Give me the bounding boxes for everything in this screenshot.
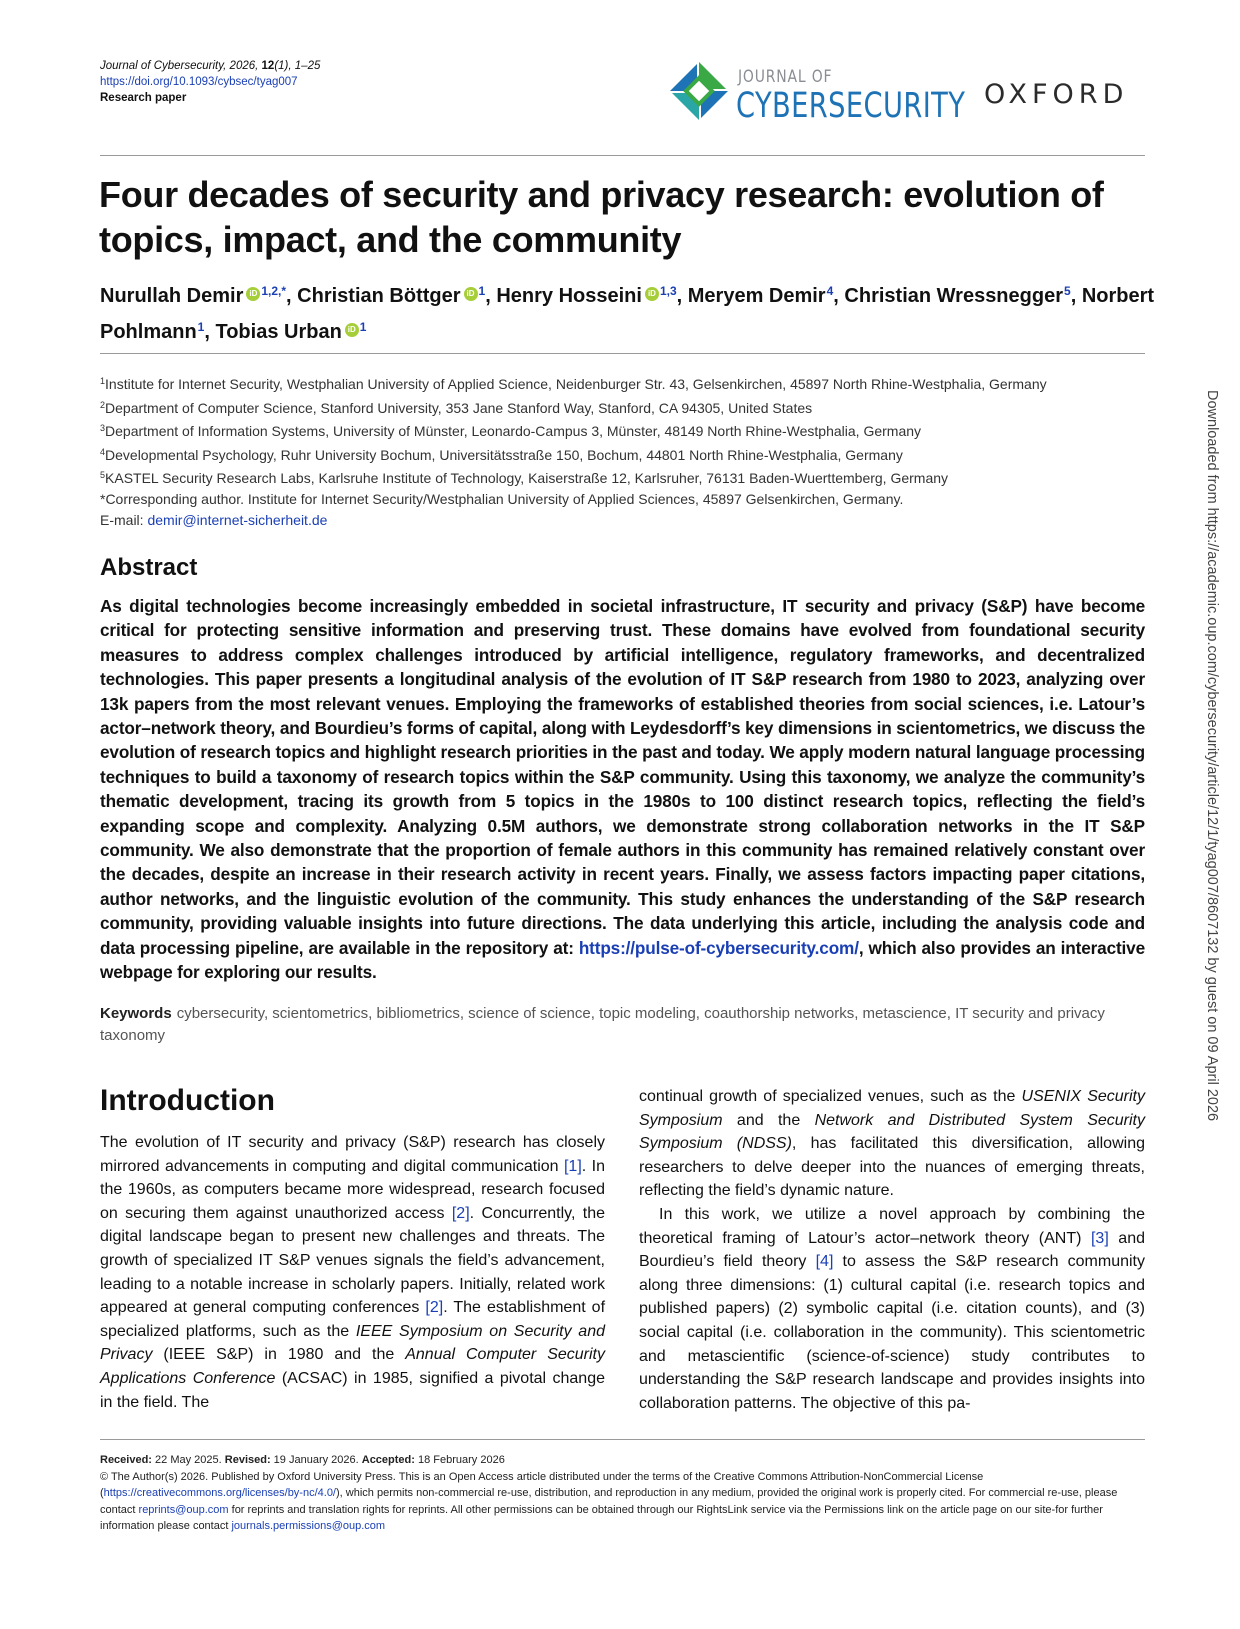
- author-affiliation-mark[interactable]: 5: [1064, 284, 1071, 298]
- author-name: Christian Wressnegger: [844, 285, 1063, 307]
- citation-link[interactable]: [3]: [1090, 1229, 1109, 1247]
- intro-paragraph: continual growth of specialized venues, such as the USENIX Security Symposium and the Network and Distributed System Security Symposium (NDSS), has facilitated this diversification, allowing researchers to delve deeper into the nuances of emerging threats, reflecting the field’s dynamic nature.: [639, 1088, 1146, 1200]
- introduction-heading: Introduction: [100, 1084, 275, 1117]
- keywords-list: cybersecurity, scientometrics, bibliometrics, science of science, topic modeling, coauthorship networks, metascience, IT security and privacy taxonomy: [100, 1005, 1105, 1044]
- intro-paragraph: In this work, we utilize a novel approach by combining the theoretical framing of Latour’s actor–network theory (ANT) [3] and Bourdieu’s field theory [4] to assess the S&P research community along three dimensions: (1) cultural capital (i.e. research topics and published papers) (2) symbolic capital (i.e. citation counts), and (3) social capital (i.e. collaboration in the community). This scientometric and metascientific (science-of-science) study contributes to understanding the S&P research landscape and provides insights into collaboration patterns. The objective of this pa-: [639, 1205, 1146, 1412]
- orcid-icon[interactable]: iD: [246, 287, 260, 301]
- author-affiliation-mark[interactable]: 1,3: [659, 284, 677, 298]
- venue-name: IEEE Symposium on Security and Privacy: [100, 1322, 606, 1364]
- orcid-icon[interactable]: iD: [464, 287, 478, 301]
- affiliation-item: $^5$KASTEL Security Research Labs, Karlsruhe Institute of Technology, Kaiserstraße 12, Karlsruher, 76131 Baden-Wuerttemberg, Germany: [100, 470, 949, 487]
- repository-link[interactable]: https://pulse-of-cybersecurity.com/: [578, 937, 859, 958]
- header-divider: [100, 155, 1145, 156]
- journal-logo[interactable]: [666, 54, 966, 128]
- author-affiliation-mark[interactable]: 1: [478, 284, 486, 298]
- license-link[interactable]: https://creativecommons.org/licenses/by-nc/4.0/: [103, 1487, 336, 1500]
- citation-link[interactable]: [2]: [451, 1204, 470, 1222]
- author-affiliation-mark[interactable]: 1,2,*: [261, 284, 287, 298]
- reprints-email-link[interactable]: reprints@oup.com: [138, 1503, 229, 1516]
- article-dates: Received: 22 May 2025. Revised: 19 January 2026. Accepted: 18 February 2026: [100, 1454, 505, 1466]
- affiliation-item: $^3$Department of Information Systems, University of Münster, Leonardo-Campus 3, Münster, 48149 North Rhine-Westphalia, Germany: [100, 423, 922, 440]
- journal-info: [100, 58, 320, 106]
- abstract-heading: Abstract: [100, 554, 198, 581]
- email-line: E-mail: demir@internet-sicherheit.de: [100, 511, 328, 528]
- corresponding-author-note: *Corresponding author. Institute for Internet Security/Westphalian University of Applied Sciences, 45897 Gelsenkirchen, Germany.: [100, 490, 904, 507]
- venue-name: Network and Distributed System Security Symposium (NDSS): [639, 1111, 1145, 1153]
- logo-text-cybersecurity: CYBERSECURITY: [736, 86, 966, 126]
- article-type: Research paper: [100, 92, 187, 104]
- citation-link[interactable]: [2]: [425, 1299, 444, 1317]
- intro-paragraph: The evolution of IT security and privacy (S&P) research has closely mirrored advancements in computing and digital communication [1]. In the 1960s, as computers became more widespread, research focused on securing them against unauthorized access [2]. Concurrently, the digital landscape began to present new challenges and threats. The growth of specialized IT S&P venues signals the field’s advancement, leading to a notable increase in scholarly papers. Initially, related work appeared at general computing conferences [2]. The establishment of specialized platforms, such as the IEEE Symposium on Security and Privacy (IEEE S&P) in 1980 and the Annual Computer Security Applications Conference (ACSAC) in 1985, signified a pivotal change in the field. The: [100, 1134, 606, 1411]
- author-name: Christian Böttger: [297, 285, 461, 307]
- paper-title: Four decades of security and privacy research: evolution of topics, impact, and the community: [99, 174, 1104, 260]
- publisher-logo[interactable]: OXFORD: [984, 79, 1129, 110]
- orcid-icon[interactable]: iD: [645, 287, 659, 301]
- venue-name: USENIX Security Symposium: [639, 1088, 1146, 1129]
- affiliation-item: $^2$Department of Computer Science, Stanford University, 353 Jane Stanford Way, Stanford, CA 94305, United States: [100, 399, 813, 416]
- authors-divider: [100, 353, 1145, 354]
- affiliation-item: $^1$Institute for Internet Security, Westphalian University of Applied Science, Neidenburger Str. 43, Gelsenkirchen, 45897 North Rhine-Westphalia, Germany: [100, 376, 1047, 392]
- logo-text-journal-of: JOURNAL OF: [738, 67, 833, 87]
- permissions-email-link[interactable]: journals.permissions@oup.com: [231, 1520, 386, 1533]
- affiliation-items: [100, 371, 1160, 489]
- author-affiliation-mark[interactable]: 4: [826, 284, 834, 298]
- intro-column-right: [639, 1085, 1145, 1415]
- author-affiliation-mark[interactable]: 1: [359, 320, 367, 334]
- journal-citation: Journal of Cybersecurity, 2026, 12(1), 1–25: [100, 60, 321, 72]
- author-name: Nurullah Demir: [100, 285, 244, 307]
- affiliation-list: [100, 371, 1160, 530]
- author-list: Nurullah Demir iD $^{1,2,*}$, Christian Böttger iD $^1$, Henry Hosseini iD $^{1,3}$, Meryem Demir$^4$, Christian Wressnegger$^5$, Norbert Pohlmann$^1$, Tobias Urban iD $^1$: [100, 284, 1155, 343]
- author-name: Meryem Demir: [687, 285, 826, 307]
- citation-link[interactable]: [4]: [815, 1253, 834, 1271]
- article-footer: [100, 1452, 1145, 1535]
- citation-link[interactable]: [1]: [563, 1157, 582, 1175]
- venue-name: Annual Computer Security Applications Conference: [100, 1346, 606, 1387]
- author-name: Norbert Pohlmann: [100, 285, 1155, 343]
- orcid-icon[interactable]: iD: [345, 323, 359, 337]
- keywords-label: Keywords: [100, 1005, 172, 1022]
- journal-logo-icon: [666, 58, 732, 124]
- affiliation-item: $^4$Developmental Psychology, Ruhr University Bochum, Universitätsstraße 150, Bochum, 44801 North Rhine-Westphalia, Germany: [100, 446, 903, 463]
- author-name: Henry Hosseini: [496, 285, 642, 307]
- footer-divider: [100, 1439, 1145, 1440]
- email-link[interactable]: demir@internet-sicherheit.de: [147, 511, 328, 528]
- author-affiliation-mark[interactable]: 1: [197, 320, 205, 334]
- license-notice: © The Author(s) 2026. Published by Oxford University Press. This is an Open Access article distributed under the terms of the Creative Commons Attribution-NonCommercial License (https://creativecommons.org/licenses/by-nc/4.0/), which permits non-commercial re-use, distribution, and reproduction in any medium, provided the original work is properly cited. For commercial re-use, please contact reprints@oup.com for reprints and translation rights for reprints. All other permissions can be obtained through our RightsLink service via the Permissions link on the article page on our site-for further information please contact journals.permissions@oup.com: [100, 1470, 1118, 1533]
- abstract-text: As digital technologies become increasingly embedded in societal infrastructure, IT security and privacy (S&P) have become critical for protecting sensitive information and preserving trust. These domains have evolved from foundational security measures to address complex challenges introduced by artificial intelligence, regulatory frameworks, and decentralized technologies. This paper presents a longitudinal analysis of the evolution of IT S&P research from 1980 to 2023, analyzing over 13k papers from the most relevant venues. Employing the frameworks of established theories from social sciences, i.e. Latour’s actor–network theory, and Bourdieu’s forms of capital, along with Leydesdorff’s key dimensions in scientometrics, we discuss the evolution of research topics and highlight research priorities in the past and today. We apply modern natural language processing techniques to build a taxonomy of research topics within the S&P community. Using this taxonomy, we analyze the community’s thematic development, tracing its growth from 5 topics in the 1980s to 100 distinct research topics, reflecting the field’s expanding scope and complexity. Analyzing 0.5M authors, we demonstrate strong collaboration networks in the IT S&P community. We also demonstrate that the proportion of female authors in this community has remained relatively constant over the decades, despite an increase in their research activity in recent years. Finally, we assess factors impacting paper citations, author networks, and the linguistic evolution of the community. This study enhances the understanding of the S&P research community, providing valuable insights into future directions. The data underlying this article, including the analysis code and data processing pipeline, are available in the repository at: https://pulse-of-cybersecurity.com/, which also provides an interactive webpage for exploring our results.: [100, 596, 1145, 983]
- author-name: Tobias Urban: [215, 321, 342, 343]
- download-watermark: Downloaded from https://academic.oup.com/cybersecurity/article/12/1/tyag007/8607132 by guest on 09 April 2026: [1204, 390, 1220, 1122]
- intro-column-left: [100, 1131, 605, 1414]
- doi-link[interactable]: https://doi.org/10.1093/cybsec/tyag007: [100, 76, 298, 88]
- keywords: [100, 1003, 1145, 1047]
